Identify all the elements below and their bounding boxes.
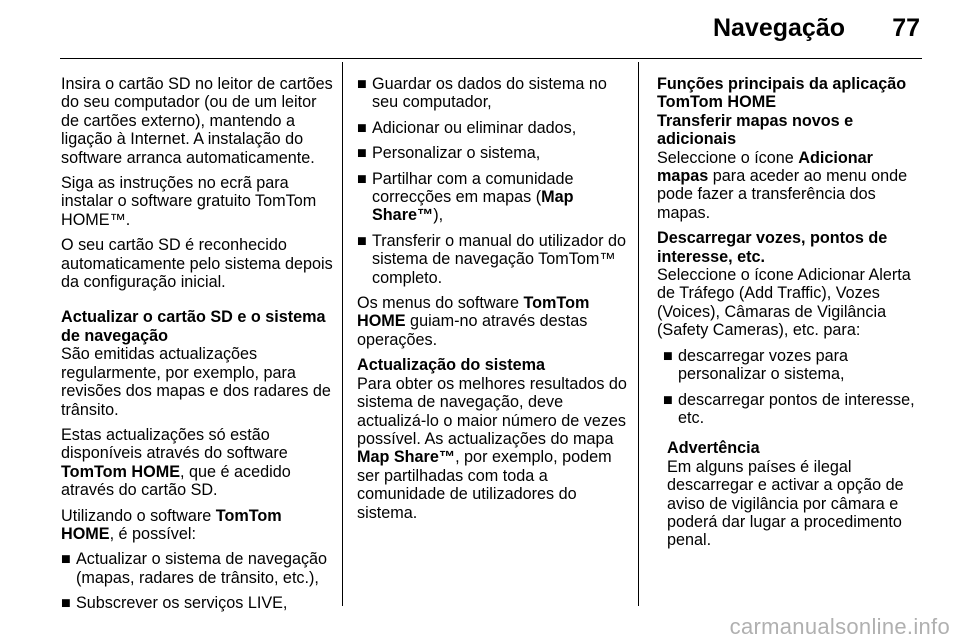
bullet-icon: ■ <box>357 144 367 163</box>
warning-title: Advertência <box>667 439 760 458</box>
page-title: Navegação <box>712 14 845 42</box>
list-item: ■ Guardar os dados do sistema no seu computador, <box>357 75 607 112</box>
subsection-heading: Transferir mapas novos e adicionais <box>657 111 854 149</box>
paragraph: O seu cartão SD é reconhecido automaticamente pelo sistema depois da configuração inicial. <box>61 236 333 292</box>
list-item: ■ Personalizar o sistema, <box>357 144 541 163</box>
paragraph: Insira o cartão SD no leitor de cartões do seu computador (ou de um leitor de cartões externo), mantendo a ligação à Internet. A instalação do software arranca automaticamente. <box>61 75 333 167</box>
list-item: ■ Transferir o manual do utilizador do sistema de navegação TomTom™ completo. <box>357 231 627 287</box>
watermark: carmanualsonline.info <box>729 614 950 639</box>
subsection-heading: Descarregar vozes, pontos de interesse, etc. <box>657 229 888 266</box>
list-item: ■ descarregar pontos de interesse, etc. <box>663 390 915 427</box>
warning-text: Em alguns países é ilegal descarregar e activar a opção de aviso de vigilância por câmara e poderá dar lugar a procedimento penal. <box>667 457 904 550</box>
section-heading: Funções principais da aplicação TomTom HOME <box>657 75 907 112</box>
bullet-icon: ■ <box>357 118 367 137</box>
list-item: ■ Subscrever os serviços LIVE, <box>61 594 288 613</box>
column-divider-1 <box>342 62 343 606</box>
bullet-icon: ■ <box>663 390 673 409</box>
paragraph: Siga as instruções no ecrã para instalar o software gratuito TomTom HOME™. <box>61 174 317 229</box>
list-item: ■ Partilhar com a comunidade correcções em mapas (Map Share™), <box>357 169 574 225</box>
bullet-icon: ■ <box>61 594 71 613</box>
paragraph: Os menus do software TomTom HOME guiam-no através destas operações. <box>357 294 590 349</box>
column-2 <box>357 75 629 529</box>
column-3 <box>657 75 919 557</box>
paragraph: Para obter os melhores resultados do sistema de navegação, deve actualizá-lo o maior número de vezes possível. As actualizações do mapa Map Share™, por exemplo, podem ser partilhadas com toda a comunidade de utilizadores do sistema. <box>357 374 627 522</box>
page-header <box>0 0 960 58</box>
list-item: ■ Adicionar ou eliminar dados, <box>357 118 577 137</box>
list-item: ■ Actualizar o sistema de navegação (mapas, radares de trânsito, etc.), <box>61 550 328 587</box>
bullet-icon: ■ <box>663 346 673 365</box>
header-divider <box>60 58 922 59</box>
page-number: 77 <box>892 14 920 42</box>
warning-note <box>657 439 919 549</box>
list-item: ■ descarregar vozes para personalizar o sistema, <box>663 346 849 384</box>
paragraph: Seleccione o ícone Adicionar mapas para aceder ao menu onde pode fazer a transferência dos mapas. <box>657 148 908 222</box>
paragraph: São emitidas actualizações regularmente, por exemplo, para revisões dos mapas e dos radares de trânsito. <box>61 345 331 419</box>
bullet-icon: ■ <box>357 75 367 93</box>
section-heading: Actualização do sistema <box>357 356 546 375</box>
column-1 <box>61 75 333 620</box>
paragraph: Seleccione o ícone Adicionar Alerta de Tráfego (Add Traffic), Vozes (Voices), Câmaras de Vigilância (Safety Cameras), etc. para: <box>657 266 911 340</box>
bullet-icon: ■ <box>357 231 367 250</box>
bullet-icon: ■ <box>61 550 71 569</box>
column-divider-2 <box>638 62 639 606</box>
paragraph: Estas actualizações só estão disponíveis através do software TomTom HOME, que é acedido através do cartão SD. <box>61 425 291 500</box>
paragraph: Utilizando o software TomTom HOME, é possível: <box>61 506 282 543</box>
bullet-icon: ■ <box>357 169 367 188</box>
section-heading: Actualizar o cartão SD e o sistema de navegação <box>61 308 326 345</box>
